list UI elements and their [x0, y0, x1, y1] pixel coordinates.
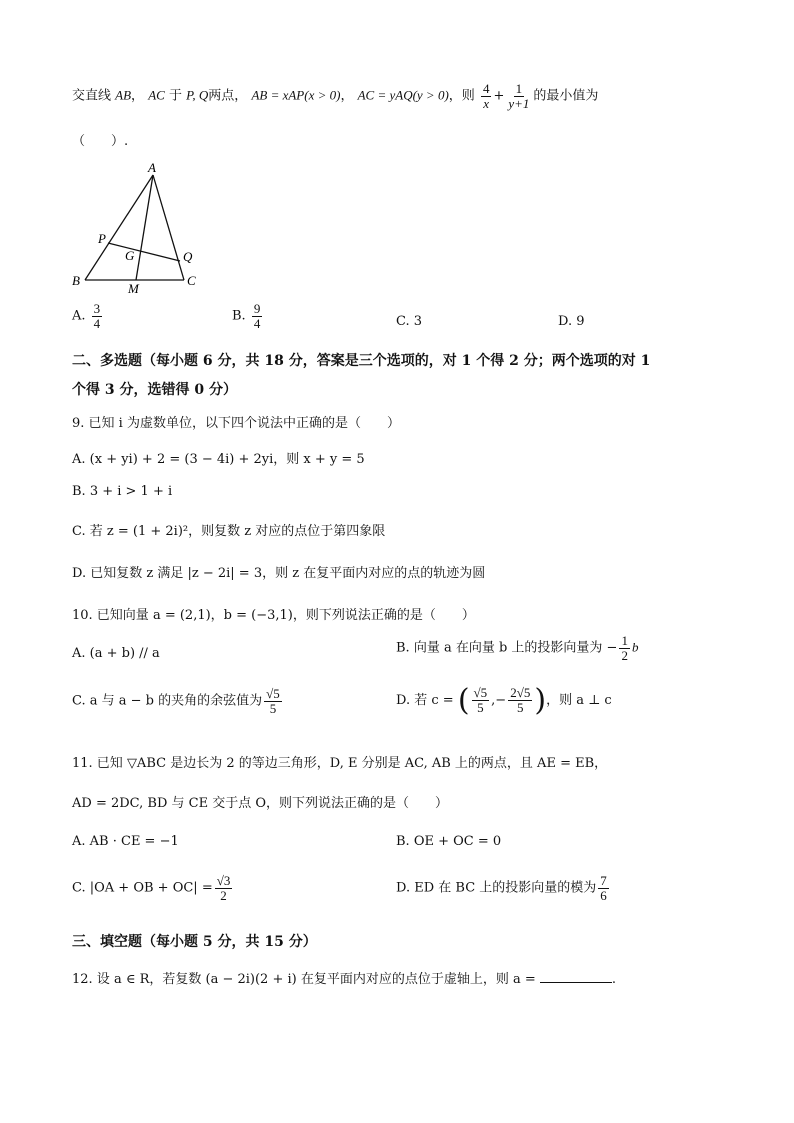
frac-den: 5	[477, 700, 484, 715]
frac-num: 3	[93, 301, 101, 316]
q8-two-points: 两点，	[208, 88, 248, 104]
label-a: A	[148, 160, 156, 175]
section-3-title: 三、填空题（每小题 5 分，共 15 分）	[72, 934, 317, 950]
frac-den: 5	[517, 700, 524, 715]
option-text: 3	[413, 314, 423, 329]
segment-ab	[85, 175, 153, 280]
frac-den: 2	[621, 647, 628, 663]
q8-plus: +	[493, 88, 505, 104]
q8-vector-relation-2: AC = yAQ(y > 0)	[357, 87, 449, 103]
option-letter: A.	[72, 308, 86, 324]
q10-stem: 10. 已知向量 a = (2,1)，b = (−3,1)，则下列说法正确的是（ ）	[72, 608, 475, 623]
option-fraction	[252, 302, 263, 330]
q8-at: 于	[168, 88, 182, 104]
q8-ab: AB	[115, 87, 132, 103]
q10-option-d[interactable]	[396, 683, 612, 718]
label-p: P	[98, 231, 106, 246]
q9-option-d[interactable]: D. 已知复数 z 满足 |z − 2i| = 3，则 z 在复平面内对应的点的轨迹为圆	[72, 566, 486, 581]
label-g: G	[125, 248, 135, 263]
frac-num: √5	[473, 685, 488, 701]
option-fraction	[92, 302, 103, 330]
q10-option-c[interactable]	[72, 687, 284, 715]
q9-stem: 9. 已知 i 为虚数单位，以下四个说法中正确的是（ ）	[72, 416, 400, 431]
q9-option-b[interactable]: B. 3 + i > 1 + i	[72, 484, 173, 499]
frac-num: 4	[482, 81, 490, 96]
frac-num: 1	[515, 81, 523, 96]
option-suffix: b	[631, 639, 639, 655]
frac-den: 4	[253, 315, 261, 331]
q8-then: ，则	[448, 88, 475, 104]
q8-option-c[interactable]	[396, 314, 422, 329]
q8-min-text: 的最小值为	[533, 88, 599, 104]
q8-fraction-1	[481, 82, 492, 110]
section-2-title-line-2: 个得 3 分，选错得 0 分）	[72, 382, 237, 398]
frac-den: y+1	[508, 95, 530, 111]
label-m: M	[128, 281, 139, 295]
q11-option-c[interactable]	[72, 874, 234, 902]
segment-pq	[108, 243, 180, 261]
option-text: 9	[576, 314, 585, 329]
option-letter: C.	[396, 314, 410, 329]
separator: ,−	[491, 693, 507, 708]
q12-end: .	[611, 972, 617, 987]
left-paren: (	[457, 683, 470, 718]
q11-option-b[interactable]: B. OE + OC = 0	[396, 834, 502, 849]
label-q: Q	[183, 249, 193, 264]
q8-fraction-2	[506, 82, 531, 110]
q11-stem-line-2: AD = 2DC, BD 与 CE 交于点 O，则下列说法正确的是（ ）	[72, 796, 449, 811]
q12-stem	[72, 968, 616, 987]
q8-option-b[interactable]	[232, 302, 264, 330]
q8-ac: AC	[148, 87, 165, 103]
option-fraction	[215, 874, 233, 902]
frac-num: √5	[266, 686, 280, 701]
frac-den: 6	[600, 887, 607, 903]
q11-option-a[interactable]: A. AB · CE = −1	[72, 834, 179, 849]
option-letter: D.	[558, 314, 573, 329]
frac-den: 5	[269, 700, 277, 716]
q8-option-d[interactable]	[558, 314, 585, 329]
option-fraction	[598, 874, 609, 902]
frac-num: 9	[253, 301, 261, 316]
q8-pq: P, Q	[186, 87, 209, 103]
frac-den: 4	[93, 315, 101, 331]
segment-am	[136, 175, 153, 280]
option-letter: B.	[232, 308, 246, 324]
frac-num: 1	[621, 633, 628, 648]
answer-blank[interactable]	[540, 970, 612, 983]
option-text: D. ED 在 BC 上的投影向量的模为	[396, 880, 597, 896]
option-fraction	[619, 634, 630, 662]
q8-comma: ，	[131, 88, 145, 104]
option-text: D. 若 c =	[396, 693, 454, 708]
option-text: C. |OA + OB + OC| =	[72, 880, 213, 896]
frac-den: x	[483, 95, 490, 111]
label-b: B	[72, 273, 80, 288]
triangle-figure	[66, 155, 216, 295]
segment-ac	[153, 175, 184, 280]
frac-num: 7	[600, 873, 607, 888]
label-c: C	[187, 273, 196, 288]
section-2-title-line-1: 二、多选题（每小题 6 分，共 18 分，答案是三个选项的，对 1 个得 2 分；两个选项的对 1	[72, 353, 651, 369]
option-fraction	[508, 686, 532, 714]
option-fraction	[264, 687, 282, 715]
q8-option-a[interactable]	[72, 302, 104, 330]
q11-stem-line-1: 11. 已知 ▽ABC 是边长为 2 的等边三角形，D, E 分别是 AC, AB 上的两点，且 AE = EB，	[72, 756, 608, 771]
frac-num: 2√5	[510, 685, 531, 701]
q8-paren: （ ）.	[72, 134, 129, 149]
q8-text: 交直线	[72, 88, 112, 104]
option-text: C. a 与 a − b 的夹角的余弦值为	[72, 693, 263, 709]
q9-option-c[interactable]: C. 若 z = (1 + 2i)²，则复数 z 对应的点位于第四象限	[72, 524, 386, 539]
q10-option-b[interactable]	[396, 634, 638, 662]
q12-text: 12. 设 a ∈ R，若复数 (a − 2i)(2 + i) 在复平面内对应的点位于虚轴上，则 a =	[72, 972, 536, 987]
q8-stem: 交直线 AB， AC 于 P, Q两点， AB = xAP(x > 0)， AC = yAQ(y > 0)，则 $\frac{4}{x}$ + $\frac{1}{y+1}$ 的最小值为	[72, 81, 599, 111]
option-text: B. 向量 a 在向量 b 上的投影向量为 −	[396, 640, 618, 656]
right-paren: )	[534, 683, 547, 718]
q8-vector-relation-1: AB = xAP(x > 0)	[251, 87, 341, 103]
q10-option-a[interactable]: A. (a + b) // a	[72, 646, 160, 661]
q9-option-a[interactable]: A. (x + yi) + 2 = (3 − 4i) + 2yi，则 x + y = 5	[72, 452, 365, 467]
q11-option-d[interactable]	[396, 874, 611, 902]
frac-num: √3	[216, 873, 231, 888]
frac-den: 2	[220, 887, 227, 903]
option-fraction	[472, 686, 490, 714]
option-suffix: ，则 a ⊥ c	[546, 693, 612, 708]
